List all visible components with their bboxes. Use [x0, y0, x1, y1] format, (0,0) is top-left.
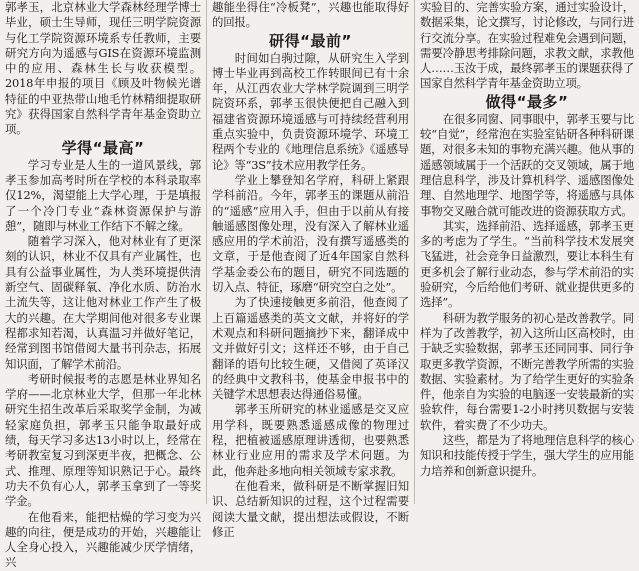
paragraph: 在他看来，做科研是不断掌握旧知识、总结新知识的过程，这个过程需要阅读大量文献，提出想法或假设，不断修正: [212, 478, 409, 539]
paragraph: 随着学习深入，他对林业有了更深刻的认识，林业不仅具有产业属性，也具有公益事业属性，为人类环境提供清新空气、固碳释氧、净化水质、防治水土流失等，这让他对林业工作产生了极大的兴趣。在大学期间他对很多专业课程都求知若渴，认真温习并做好笔记，经常到图书馆借阅大量书刊杂志，拓展知识面，了解学术前沿。: [5, 234, 201, 371]
paragraph: 这些，都是为了将地理信息科学的核心知识和技能传授于学生，强大学生的应用能力培养和创新意识提升。: [420, 433, 634, 478]
column-divider: [414, 0, 415, 504]
paragraph: 在他看来，能把枯燥的学习变为兴趣的向往，便是成功的开始，兴趣能让人全身心投入，兴趣能减少厌学情绪，兴: [5, 509, 201, 570]
section-heading-study: 学得“最高”: [61, 138, 145, 157]
paragraph-continuation: 趣能坐得住“冷板凳”，兴趣也能取得好的回报。: [212, 0, 409, 30]
paragraph: 学习专业是人生的一道风景线，郭孝玉参加高考时所在学校的本科录取率仅12%，渴望能上大学心理，于是填报了一个冷门专业“森林资源保护与游憩”，随即与林业工作结下不解之缘。: [5, 157, 201, 233]
paragraph: 时间如白驹过隙，从研究生入学到博士毕业再到高校工作转眼间已有十余年，从江西农业大学林学院调到三明学院资环系，郭孝玉很快便把自己融入到福建省资源环境遥感与可持续经营利用重点实验中，负责资源环境学、环境工程两个专业的《地理信息系统》《遥感导论》等“3S”技术应用教学任务。: [212, 50, 409, 172]
article-column-2: [212, 0, 409, 539]
paragraph: 为了快速接触更多前沿，他查阅了上百篇遥感类的英文文献，并将好的学术观点和科研问题摘抄下来，翻译成中文并做好引文；这样还不够，由于自己翻译的语句比较生硬，又借阅了英译汉的经典中文教科书，使基金申报书中的关键学术思想表达得通俗易懂。: [212, 295, 409, 402]
section-heading-research: 研得“最前”: [269, 31, 352, 50]
paragraph: 学业上攀登知名学府，科研上紧跟学科前沿。今年，郭孝玉的课题从前沿的“遥感”应用入手，但由于以前从有接触遥感图像处理，没有深入了解林业遥感应用的学术前沿，没有撰写遥感类的文章，于是他查阅了近4年国家自然科学基金委公布的题目，研究不同选题的切入点、特征，琢磨“研究空白之处”。: [212, 172, 409, 295]
paragraph: 考研时候报考的志愿是林业界知名学府——北京林业大学，但那一年北林研究生招生改革后采取奖学金制，为减轻家庭负担，郭孝玉只能争取最好成绩，每天学习多达13小时以上，经常在考研教室复习到深更半夜，把概念、公式、推理、原理等知识熟记于心。最终功夫不负有心人，郭孝玉拿到了一等奖学金。: [5, 371, 201, 509]
paragraph: 在很多同窗、同事眼中，郭孝玉要与比较“自觉”，经常泡在实验室钻研各种科研课题，对很多未知的事物充满兴趣。他从事的遥感领域属于一个活跃的交叉领域，属于地理信息科学，涉及计算机科学、遥感图像处理、自然地理学、地图学等，将遥感与具体事物交叉融合就可能改进的资源获取方式。: [420, 111, 634, 218]
paragraph: 科研为教学服务的初心是改善教学。同样为了改善教学，初入这所山区高校时，由于缺乏实验数据，郭孝玉还同同事、同行争取更多教学资源，不断完善教学所需的实验数据、实验素材。为了给学生更好的实验条件，他亲自为实验的电脑逐一安装最新的实验软件，每台需要1-2小时拷贝数据与安装软件，着实费了不少功夫。: [420, 310, 634, 432]
paragraph: 其实，选择前沿、选择遥感，郭孝玉更多的考虑为了学生。“当前科学技术发展突飞猛进，社会竞争日益激烈，要让本科生有更多机会了解行业动态，参与学术前沿的实验研究，今后给他们考研、就业提供更多的选择”。: [420, 218, 634, 310]
article-column-3: [420, 0, 634, 504]
article-column-1: [5, 0, 201, 570]
paragraph: 郭孝玉所研究的林业遥感是交叉应用学科，既要熟悉遥感成像的物理过程，把植被遥感原理讲透彻，也要熟悉林业行业应用的需求及学术问题。为此，他奔赴多地向相关领域专家求教。: [212, 402, 409, 478]
paragraph-continuation: 实验目的、完善实验方案，通过实验设计，数据采集，论文撰写，讨论修改，与同行进行交流分享。在实验过程难免会遇到问题，需要冷静思考排除问题，求教文献，求教他人……玉汝于成，最终郭孝玉的课题获得了国家自然科学青年基金资助立项。: [420, 0, 634, 91]
author-intro: 郭孝玉，北京林业大学森林经理学博士毕业，硕士生导师，现任三明学院资源与化工学院资源环境系专任教师，主要研究方向为遥感与GIS在资源环境监测中的应用、森林生长与收获模型。2018年申报的项目《顾及叶物候光谱特征的中亚热带山地毛竹林精细提取研究》获得国家自然科学青年基金资助立项。: [5, 0, 201, 137]
section-heading-practice: 做得“最多”: [485, 92, 569, 111]
column-divider: [206, 0, 207, 504]
